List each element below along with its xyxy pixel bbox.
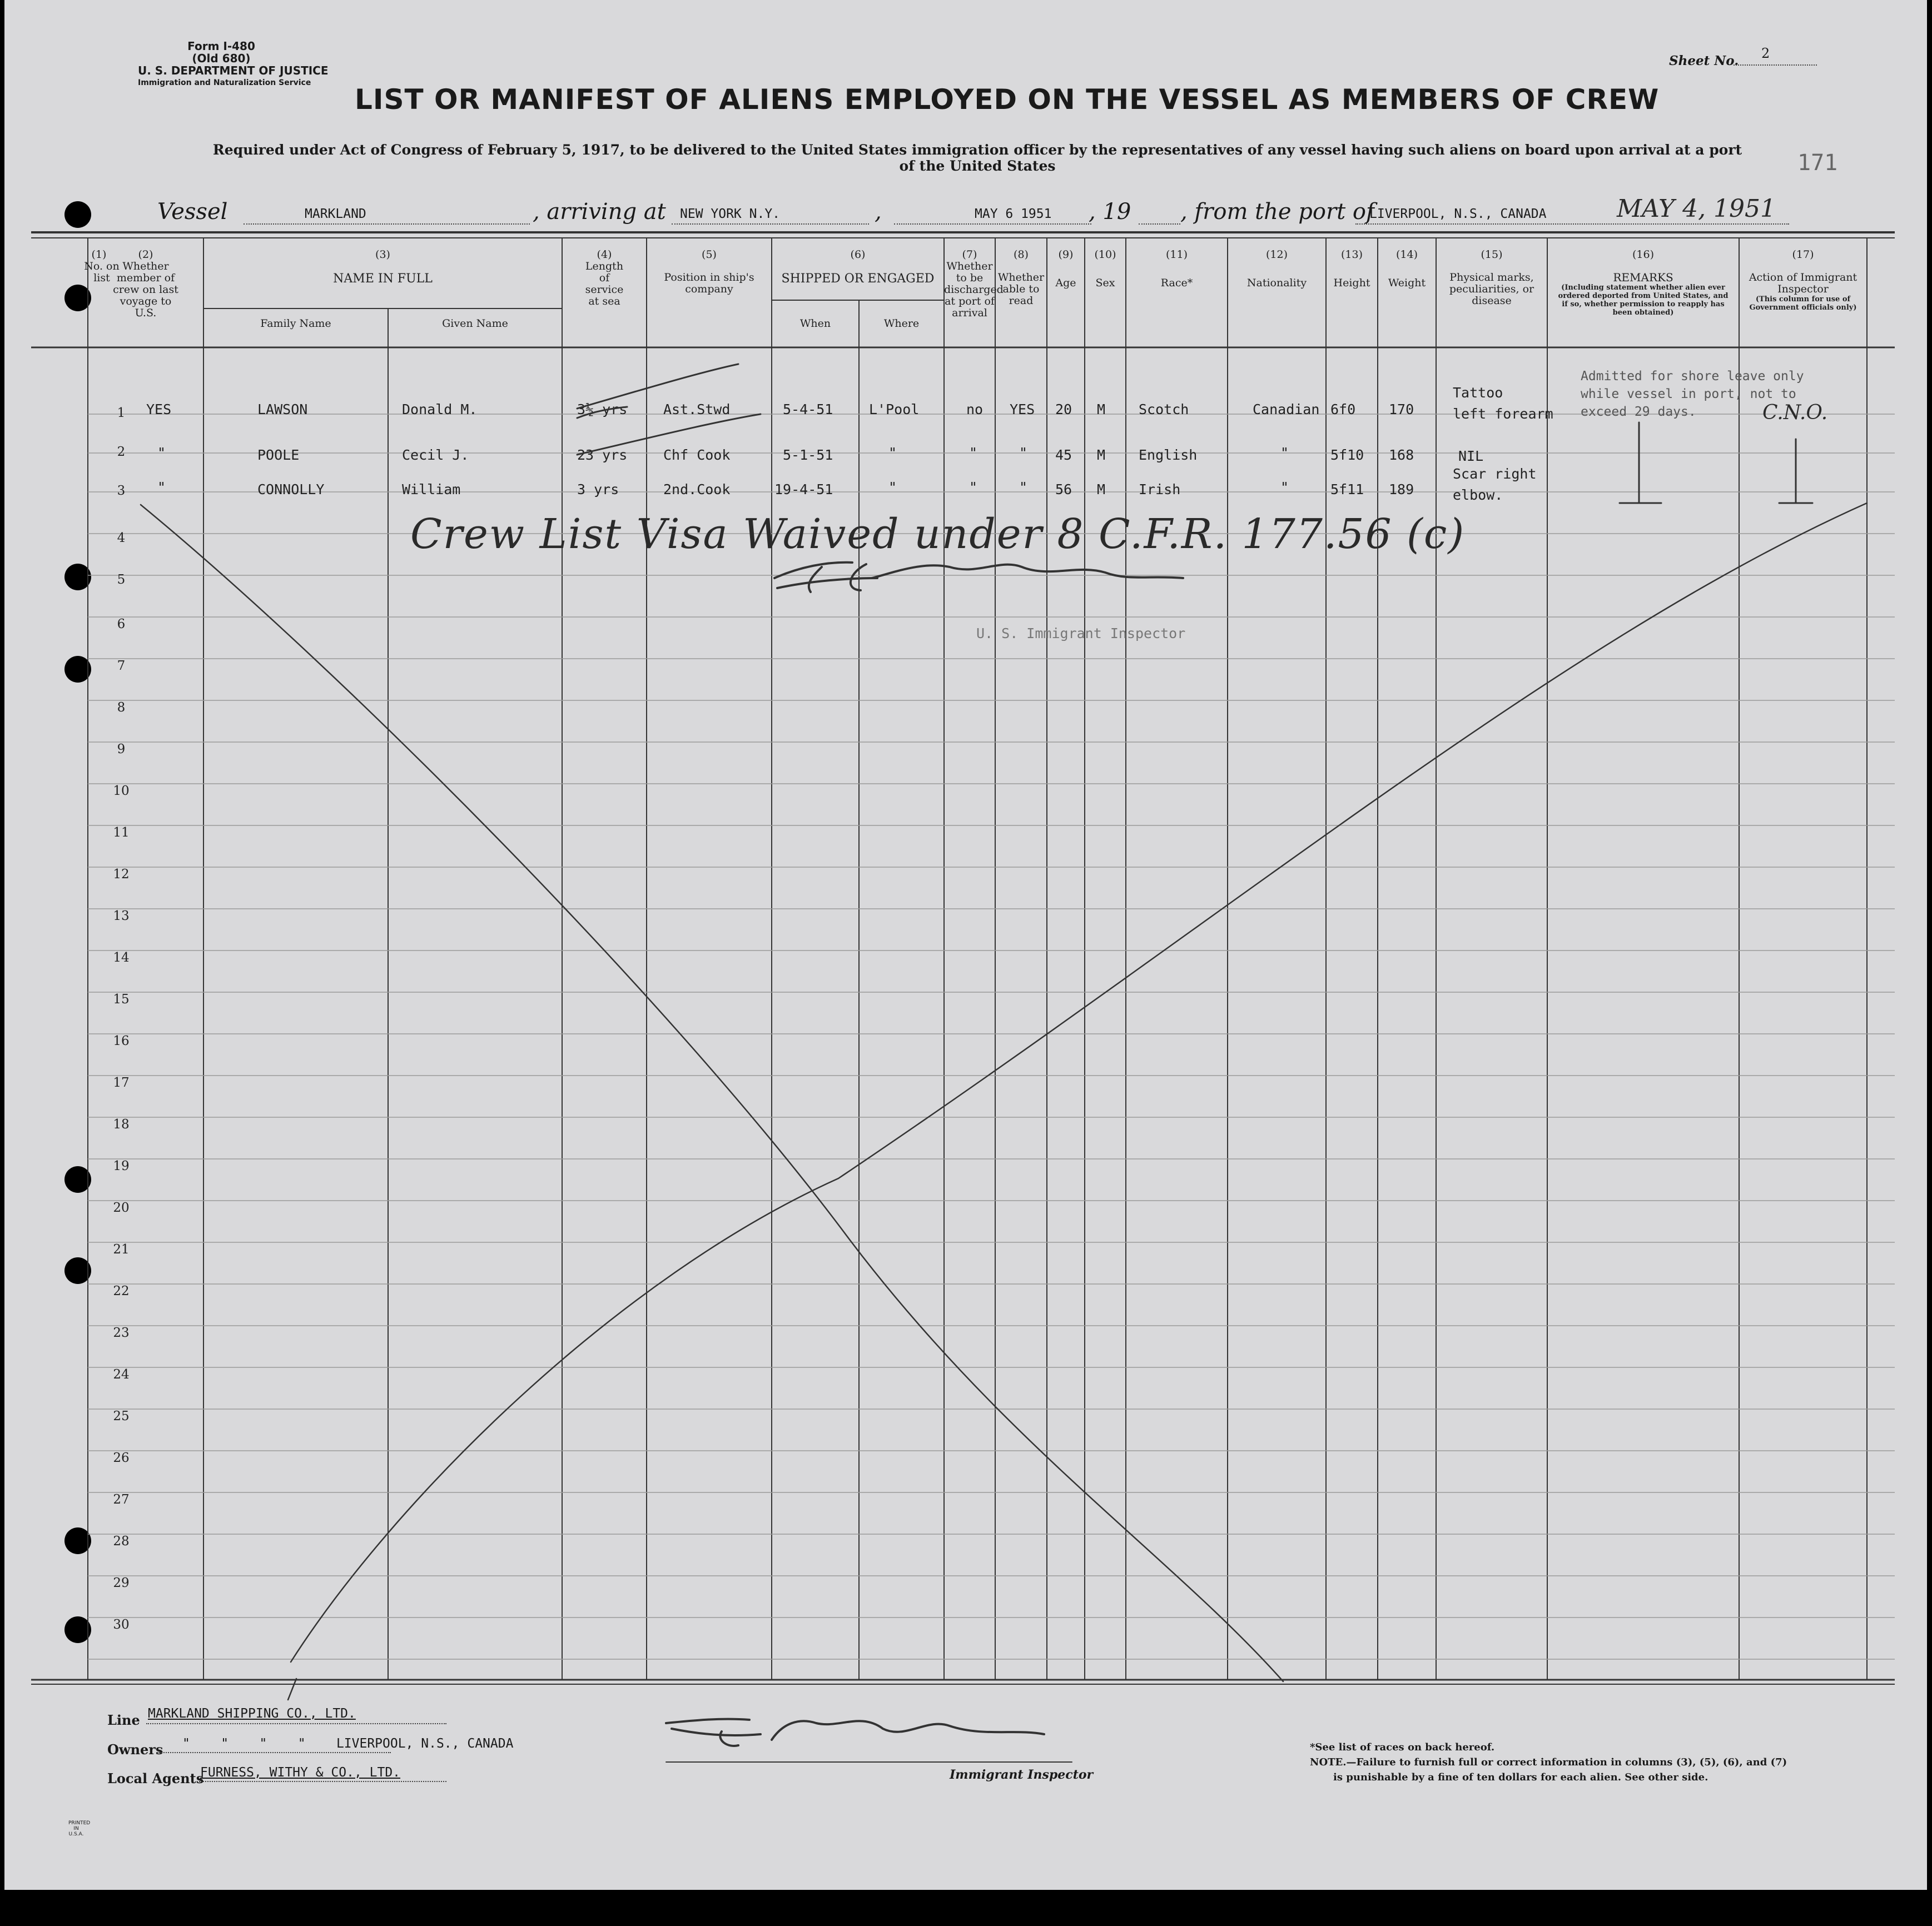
marks-cell-2: elbow. (1453, 487, 1503, 503)
line-value: MARKLAND SHIPPING CO., LTD. (148, 1706, 356, 1721)
row-number: 25 (113, 1409, 130, 1424)
row-number: 21 (113, 1242, 130, 1257)
row-number: 22 (113, 1284, 130, 1298)
discharge-cell: no (966, 401, 984, 417)
row-number: 30 (113, 1618, 130, 1632)
prev-voyage-cell: " (157, 479, 166, 495)
owners-underline (157, 1752, 391, 1753)
position-cell: 2nd.Cook (663, 481, 731, 497)
col12-number: (12) (1265, 248, 1288, 261)
row-number: 10 (113, 784, 130, 798)
col14-title: Weight (1388, 277, 1426, 289)
col6-number: (6) (850, 248, 866, 261)
col2-title: Whether member of crew on last voyage to U.S. (113, 260, 178, 319)
arriving-port: NEW YORK N.Y. (680, 207, 781, 221)
form-number: Form I-480 (187, 39, 255, 53)
year-label: , 19 (1089, 199, 1131, 225)
family-name-cell: POOLE (257, 447, 300, 463)
col7-title: Whether to be discharged at port of arrival (944, 260, 1004, 319)
col1-number: (1) (91, 248, 107, 261)
col1-title: No. on list (84, 260, 120, 284)
discharge-cell: " (969, 445, 978, 461)
owners-value: " " " " LIVERPOOL, N.S., CANADA (182, 1736, 514, 1751)
col17-note: (This column for use of Government officials only) (1749, 295, 1857, 312)
family-name-cell: LAWSON (257, 401, 308, 417)
shipped-when-cell: 5-4-51 (783, 401, 833, 417)
discharge-cell: " (969, 479, 978, 495)
cross-out-line (291, 503, 1867, 1662)
col16-title: REMARKS (1613, 271, 1673, 284)
inspector-action: C.N.O. (1762, 401, 1828, 424)
family-name-cell: CONNOLLY (257, 481, 325, 497)
vessel-label: Vessel (157, 199, 228, 225)
departure-handwritten: MAY 4, 1951 (1617, 195, 1776, 223)
comma-sep: , (875, 199, 882, 225)
nationality-cell: " (1280, 479, 1289, 495)
remarks-line-3: exceed 29 days. (1581, 405, 1696, 419)
col6a-header: When (799, 317, 831, 330)
age-cell: 20 (1055, 401, 1072, 417)
row-number: 13 (113, 909, 130, 923)
race-cell: Scotch (1139, 401, 1189, 417)
strike-mark (577, 364, 738, 409)
shipped-where-cell: " (888, 445, 897, 461)
col5-title: Position in ship's company (664, 271, 754, 295)
row-number: 15 (113, 992, 130, 1007)
row-number: 11 (113, 825, 130, 840)
col6b-header: Where (883, 317, 920, 330)
age-cell: 45 (1055, 447, 1072, 463)
col11-number: (11) (1165, 248, 1188, 261)
weight-cell: 168 (1389, 447, 1414, 463)
col6-title: SHIPPED OR ENGAGED (781, 272, 935, 286)
col17-number: (17) (1792, 248, 1814, 261)
penalty-note-1: NOTE.—Failure to furnish full or correct information in columns (3), (5), (6), and (7) (1310, 1756, 1787, 1768)
prev-voyage-cell: YES (146, 401, 172, 417)
col13-title: Height (1333, 277, 1370, 289)
service-cell: 3½ yrs (577, 401, 628, 417)
vessel-name: MARKLAND (305, 207, 366, 221)
races-note: *See list of races on back hereof. (1310, 1741, 1495, 1753)
arrival-date: MAY 6 1951 (975, 207, 1052, 221)
race-cell: Irish (1139, 481, 1181, 497)
sheet-label: Sheet No. (1669, 53, 1739, 68)
department-name: U. S. DEPARTMENT OF JUSTICE (138, 64, 329, 77)
col12-title: Nationality (1246, 277, 1307, 289)
col10-number: (10) (1094, 248, 1116, 261)
col15-number: (15) (1481, 248, 1503, 261)
nationality-cell: Canadian (1253, 401, 1320, 417)
sheet-number: 2 (1761, 46, 1770, 61)
col8-number: (8) (1014, 248, 1029, 261)
row-number: 29 (113, 1576, 130, 1590)
manifest-page (4, 0, 1927, 1890)
from-port: LIVERPOOL, N.S., CANADA (1369, 207, 1547, 221)
row-number: 7 (117, 659, 126, 673)
col4-number: (4) (597, 248, 612, 261)
marks-cell: Scar right (1453, 466, 1537, 482)
row-number: 27 (113, 1492, 130, 1507)
row-number: 4 (117, 531, 126, 545)
service-name: Immigration and Naturalization Service (138, 78, 311, 87)
handwritten-signature (774, 563, 1183, 592)
row-number: 14 (113, 950, 130, 965)
col10-title: Sex (1095, 277, 1115, 289)
remarks-line-1: Admitted for shore leave only (1581, 369, 1804, 384)
service-cell: 23 yrs (577, 447, 628, 463)
race-cell: English (1139, 447, 1198, 463)
row-number: 20 (113, 1201, 130, 1215)
line-underline (146, 1723, 446, 1724)
col4-title: Length of service at sea (585, 260, 624, 307)
col16-number: (16) (1632, 248, 1654, 261)
height-cell: 5f11 (1330, 481, 1364, 497)
position-cell: Chf Cook (663, 447, 731, 463)
from-port-label: , from the port of (1180, 199, 1374, 225)
age-cell: 56 (1055, 481, 1072, 497)
shipped-where-cell: " (888, 479, 897, 495)
row-number: 12 (113, 867, 130, 882)
row-number: 5 (117, 573, 126, 587)
row-number: 19 (113, 1159, 130, 1173)
shipped-when-cell: 19-4-51 (774, 481, 833, 497)
form-old-number: (Old 680) (192, 52, 251, 65)
strike-mark (577, 407, 627, 418)
penalty-note-2: is punishable by a fine of ten dollars for each alien. See other side. (1333, 1771, 1708, 1783)
subtitle-line-1: Required under Act of Congress of February 5, 1917, to be delivered to the United States immigration officer by the representatives of any vessel having such aliens on board upon arrival at a port (212, 142, 1742, 158)
shipped-when-cell: 5-1-51 (783, 447, 833, 463)
sex-cell: M (1097, 481, 1106, 497)
owners-label: Owners (107, 1741, 163, 1758)
shipped-where-cell: L'Pool (869, 401, 920, 417)
col11-title: Race* (1160, 277, 1193, 289)
row-number: 2 (117, 445, 126, 459)
col9-title: Age (1055, 277, 1076, 289)
col13-number: (13) (1340, 248, 1363, 261)
marks-cell: Tattoo (1453, 385, 1503, 401)
given-name-cell: Cecil J. (402, 447, 469, 463)
col3-title: NAME IN FULL (333, 272, 433, 286)
weight-cell: 170 (1389, 401, 1414, 417)
agents-underline (199, 1781, 446, 1782)
line-label: Line (107, 1712, 140, 1728)
given-name-cell: William (402, 481, 461, 497)
row-number: 26 (113, 1451, 130, 1465)
row-number: 9 (117, 742, 126, 757)
read-cell: " (1019, 445, 1028, 461)
remarks-line-2: while vessel in port, not to (1581, 387, 1796, 401)
visa-waiver-note: Crew List Visa Waived under 8 C.F.R. 177.56 (c) (410, 510, 1466, 558)
position-cell: Ast.Stwd (663, 401, 731, 417)
col2-number: (2) (138, 248, 153, 261)
inspector-label: Immigrant Inspector (950, 1768, 1094, 1782)
marks-cell-2: left forearm (1453, 406, 1553, 422)
subtitle-line-2: of the United States (899, 158, 1056, 174)
prev-voyage-cell: " (157, 445, 166, 461)
height-cell: 6f0 (1330, 401, 1356, 417)
stamp-number: 171 (1797, 150, 1838, 176)
given-name-cell: Donald M. (402, 401, 478, 417)
row-number: 18 (113, 1117, 130, 1132)
col3-number: (3) (375, 248, 390, 261)
strike-mark (577, 414, 761, 455)
row-number: 1 (117, 406, 126, 420)
agents-value: FURNESS, WITHY & CO., LTD. (200, 1765, 401, 1780)
row-number: 17 (113, 1076, 130, 1090)
col17-title: Action of Immigrant Inspector (1749, 271, 1857, 295)
cross-out-line (288, 1679, 296, 1700)
service-cell: 3 yrs (577, 481, 619, 497)
sex-cell: M (1097, 401, 1106, 417)
row-number: 23 (113, 1326, 130, 1340)
col8-title: Whether able to read (997, 271, 1045, 307)
col14-number: (14) (1395, 248, 1418, 261)
height-cell: 5f10 (1330, 447, 1364, 463)
weight-cell: 189 (1389, 481, 1414, 497)
row-number: 3 (117, 484, 126, 498)
row-number: 28 (113, 1534, 130, 1549)
col16-note: (Including statement whether alien ever ordered deported from United States, and if so, whether permission to reapply has been obtained) (1558, 283, 1729, 317)
read-cell: " (1019, 479, 1028, 495)
col5-number: (5) (702, 248, 717, 261)
nationality-cell: " (1280, 445, 1289, 461)
col7-number: (7) (962, 248, 977, 261)
col15-title: Physical marks, peculiarities, or disease (1449, 271, 1534, 307)
marks-cell: NIL (1458, 448, 1484, 464)
sex-cell: M (1097, 447, 1106, 463)
col3b-header: Given Name (442, 317, 508, 330)
row-number: 6 (117, 617, 126, 631)
cross-out-line (141, 505, 1283, 1681)
col3a-header: Family Name (260, 317, 331, 330)
page-title: LIST OR MANIFEST OF ALIENS EMPLOYED ON THE VESSEL AS MEMBERS OF CREW (355, 83, 1660, 116)
inspector-stamp: U. S. Immigrant Inspector (976, 625, 1186, 641)
read-cell: YES (1010, 401, 1035, 417)
inspector-signature (666, 1719, 1044, 1746)
row-number: 16 (113, 1034, 130, 1048)
pencil-marks (4, 0, 1927, 1890)
agents-label: Local Agents (107, 1770, 204, 1786)
row-number: 8 (117, 700, 126, 715)
col9-number: (9) (1058, 248, 1074, 261)
printer-mark: PRINTED IN U.S.A. (68, 1820, 91, 1837)
row-number: 24 (113, 1367, 130, 1382)
arriving-label: , arriving at (533, 199, 666, 225)
